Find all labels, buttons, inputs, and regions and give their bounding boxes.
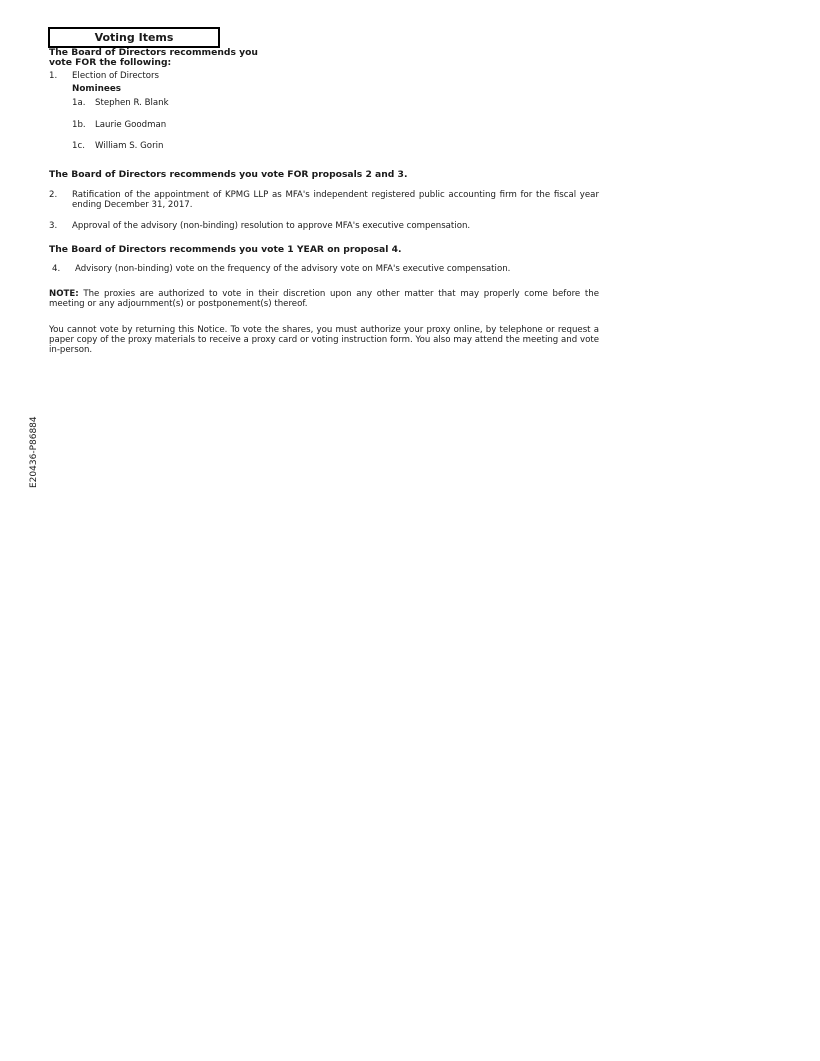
section-title: Voting Items <box>48 27 220 48</box>
nominee-item <box>72 141 163 151</box>
proposal-text: Advisory (non-binding) vote on the frequency of the advisory vote on MFA's executive compensation. <box>75 264 511 274</box>
notice-paragraph: You cannot vote by returning this Notice. To vote the shares, you must authorize your proxy online, by telephone or request a paper copy of the proxy materials to receive a proxy card or voting instruction form. You also may attend the meeting and vote in-person. <box>49 325 599 355</box>
nominee-id: 1c. <box>72 141 85 151</box>
recommendation-heading-proposals-2-3: The Board of Directors recommends you vote FOR proposals 2 and 3. <box>49 169 408 180</box>
proposal-number: 1. <box>49 71 58 81</box>
nominees-label: Nominees <box>72 84 122 94</box>
proposal-text: Ratification of the appointment of KPMG LLP as MFA's independent registered public accounting firm for the fiscal year ending December 31, 2017. <box>72 190 599 210</box>
proposal-text: Election of Directors <box>72 71 160 81</box>
note-paragraph <box>49 289 599 309</box>
proposal-number: 4. <box>52 264 61 274</box>
nominee-id: 1b. <box>72 120 86 130</box>
proposal-text: Approval of the advisory (non-binding) resolution to approve MFA's executive compensation. <box>72 221 471 231</box>
proposal-3 <box>49 221 599 231</box>
nominee-name: Stephen R. Blank <box>95 98 169 108</box>
nominee-item <box>72 120 166 130</box>
note-label: NOTE: <box>49 289 79 299</box>
proposal-number: 2. <box>49 190 58 200</box>
nominee-name: William S. Gorin <box>95 141 164 151</box>
recommendation-heading-directors: The Board of Directors recommends you vote FOR the following: <box>49 47 258 68</box>
proposal-number: 3. <box>49 221 58 231</box>
proposal-4 <box>49 264 599 274</box>
proposal-2 <box>49 190 599 210</box>
document-code: E20436-P86884 <box>29 416 39 488</box>
nominee-id: 1a. <box>72 98 86 108</box>
note-text: The proxies are authorized to vote in their discretion upon any other matter that may properly come before the meeting or any adjournment(s) or postponement(s) thereof. <box>49 289 599 309</box>
nominee-name: Laurie Goodman <box>95 120 167 130</box>
nominee-item <box>72 98 169 108</box>
proposal-1 <box>49 71 599 81</box>
recommendation-heading-proposal-4: The Board of Directors recommends you vote 1 YEAR on proposal 4. <box>49 244 402 255</box>
